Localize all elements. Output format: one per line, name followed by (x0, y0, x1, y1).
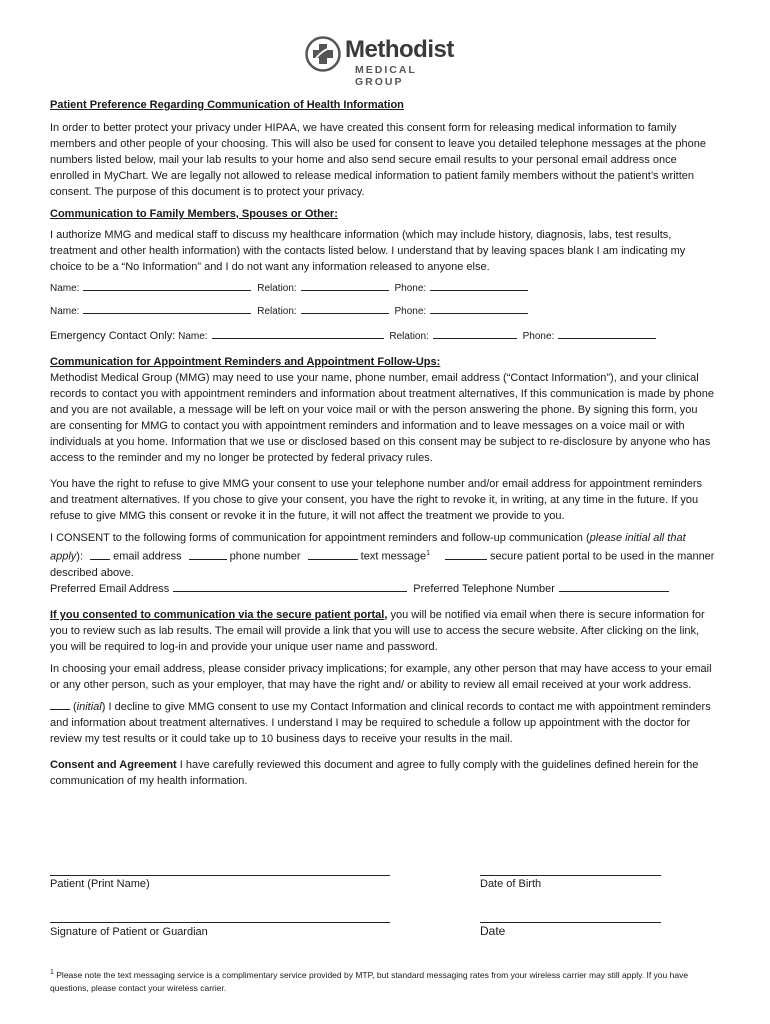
emergency-contact-row (50, 329, 715, 344)
text-initial-field[interactable] (308, 550, 358, 560)
preferred-contact-row (50, 581, 715, 597)
preferred-email-label: Preferred Email Address (50, 582, 170, 595)
name-label: Name: (50, 283, 80, 294)
contact-row-1 (50, 281, 715, 296)
contact-1-name-field[interactable] (83, 281, 251, 291)
decline-paragraph: (initial) I decline to give MMG consent to use my Contact Information and clinical records to contact me with appointment reminders and information about treatment alternatives. I understand I may be required to schedule a follow up appointment with the doctor for review my test results or it could take up to 10 business days to receive your results in the mail. (50, 700, 711, 745)
phone-option-label: phone number (229, 550, 301, 563)
contact-1-phone-field[interactable] (430, 281, 528, 291)
footnote-text: Please note the text messaging service is a complimentary service provided by MTP, but standard messaging rates from your wireless carrier may still apply. If you have questions, please contact your wireless carrier. (50, 969, 689, 993)
emergency-contact-label: Emergency Contact Only: (50, 330, 176, 342)
agreement-lead: Consent and Agreement (50, 758, 177, 771)
relation-label: Relation: (257, 306, 297, 317)
agreement-paragraph (50, 757, 715, 789)
form-body (50, 97, 715, 795)
methodist-emblem-icon (305, 36, 341, 72)
family-section-heading: Communication to Family Members, Spouses or Other: (50, 208, 338, 220)
appointment-section-heading: Communication for Appointment Reminders and Appointment Follow-Ups: (50, 356, 441, 368)
patient-name-line[interactable] (50, 875, 390, 876)
page-title: Patient Preference Regarding Communication of Health Information (50, 99, 404, 111)
name-label: Name: (50, 306, 80, 317)
footnote-mark: 1 (50, 969, 54, 976)
preferred-phone-field[interactable] (559, 582, 669, 592)
preferred-phone-label: Preferred Telephone Number (413, 582, 555, 595)
methodist-logo (305, 34, 465, 88)
privacy-paragraph: In choosing your email address, please consider privacy implications; for example, any other person that may have access to your email or any other person, such as your employer, that may have the right and/ or ability to review all email received at your work address. (50, 662, 712, 691)
dob-label: Date of Birth (480, 878, 542, 890)
phone-label: Phone: (394, 306, 427, 317)
name-label: Name: (178, 331, 208, 342)
preferred-email-field[interactable] (173, 582, 407, 592)
signature-area (50, 860, 715, 960)
signature-line[interactable] (50, 922, 390, 923)
intro-paragraph: In order to better protect your privacy under HIPAA, we have created this consent form for releasing medical information to family members and other people of your choosing. This will also be used for consent to leave you detailed telephone messages at the phone numbers listed below, mail your lab results to your home and also send secure email results to your personal email address once enrolled in MyChart. We are legally not allowed to release medical information to patient family members without the patient’s written consent. The purpose of this document is to protect your privacy. (50, 122, 706, 198)
decline-initial-label: initial (76, 700, 102, 713)
text-option-label: text message (360, 550, 427, 563)
contact-2-name-field[interactable] (83, 304, 251, 314)
consent-instruction: please initial all that apply (50, 532, 686, 563)
date-label: Date (480, 924, 506, 938)
portal-paragraph (50, 607, 715, 655)
dob-line[interactable] (480, 875, 661, 876)
appointment-text-1: Methodist Medical Group (MMG) may need to use your name, phone number, email address (“Contact Information”), and your clinical records to contact you with appointment reminders and information about treatment alternatives, If this communication is made by phone and you are not available, a message will be left on your voice mail or with the person answering the phone. By signing this form, you are consenting for MMG to contact you with appointment reminders and information and to leave messages on a voice mail or with individuals at you home. Information that we use or disclosed based on this consent may be subject to re-disclosure by anyone who has access to the reminder and my no longer be protected by federal privacy rules. (50, 372, 715, 464)
footnote (50, 966, 715, 995)
phone-label: Phone: (522, 331, 555, 342)
emergency-phone-field[interactable] (558, 329, 656, 339)
emergency-relation-field[interactable] (433, 329, 517, 339)
appointment-text-2: You have the right to refuse to give MMG your consent to use your telephone number and/or email address for appointment reminders and treatment alternatives. If you chose to give your consent, you have the right to revoke it, in writing, at any time in the future. If you refuse to give MMG this consent or revoke it in the future, it will not affect the treatment we provide to you. (50, 478, 703, 522)
decline-initial-field[interactable] (50, 700, 70, 710)
portal-option-label: secure patient portal to be used in the manner described above. (50, 550, 715, 579)
signature-label: Signature of Patient or Guardian (50, 926, 208, 938)
family-section-text: I authorize MMG and medical staff to discuss my healthcare information (which may include history, diagnosis, labs, test results, treatment and other health information) with the contacts listed below. I understand that by leaving spaces blank I am indicating my choice to be a “No Information” and I do not want any information released to anyone else. (50, 229, 686, 273)
consent-prefix: I CONSENT to the following forms of communication for appointment reminders and follow-up communication ( (50, 532, 590, 544)
portal-lead: If you consented to communication via the secure patient portal, (50, 608, 388, 621)
agreement-text: I have carefully reviewed this document and agree to fully comply with the guidelines defined herein for the communication of my health information. (50, 758, 699, 787)
logo-subtitle: MEDICAL GROUP (355, 64, 417, 88)
date-line[interactable] (480, 922, 661, 923)
phone-initial-field[interactable] (189, 550, 227, 560)
portal-text: you will be notified via email when there is secure information for you to review such as lab results. The email will provide a link that you will use to access the secure website. After clicking on the link, you will be required to log-in and provide your unique user name and password. (50, 608, 705, 653)
portal-initial-field[interactable] (445, 550, 487, 560)
decline-text: I decline to give MMG consent to use my Contact Information and clinical records to contact me with appointment reminders and information about treatment alternatives. I understand I may be required to schedule a follow up appointment with the doctor for review my test results or it could take up to 10 business days to receive your results in the mail. (50, 700, 711, 745)
contact-2-phone-field[interactable] (430, 304, 528, 314)
contact-row-2 (50, 304, 715, 319)
footnote-marker: 1 (426, 550, 430, 557)
consent-close: ): (76, 550, 84, 563)
logo-wordmark: Methodist (345, 36, 454, 63)
contact-2-relation-field[interactable] (301, 304, 389, 314)
patient-name-label: Patient (Print Name) (50, 878, 150, 890)
email-option-label: email address (113, 550, 182, 563)
email-initial-field[interactable] (90, 550, 110, 560)
relation-label: Relation: (257, 283, 297, 294)
relation-label: Relation: (389, 331, 429, 342)
phone-label: Phone: (394, 283, 427, 294)
emergency-name-field[interactable] (212, 329, 384, 339)
contact-1-relation-field[interactable] (301, 281, 389, 291)
consent-options (50, 530, 715, 581)
